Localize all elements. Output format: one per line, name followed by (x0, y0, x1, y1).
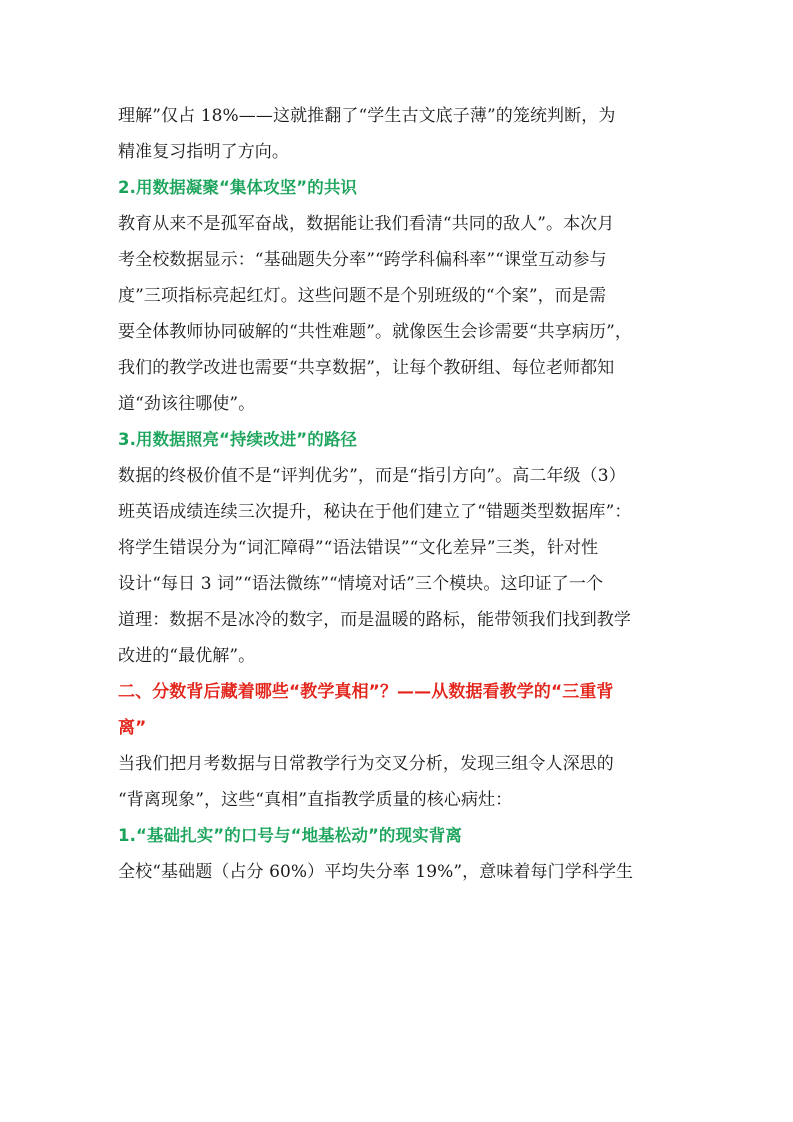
paragraph-line: 考全校数据显示：“基础题失分率”“跨学科偏科率”“课堂互动参与 (118, 250, 607, 270)
paragraph-line: 道“劲该往哪使”。 (118, 394, 256, 414)
paragraph-3 (118, 458, 678, 674)
paragraph-4 (118, 746, 678, 818)
paragraph-line: “背离现象”，这些“真相”直指教学质量的核心病灶： (118, 790, 513, 810)
paragraph-line: 道理：数据不是冰冷的数字，而是温暖的路标，能带领我们找到教学 (118, 610, 631, 630)
document-page (118, 98, 678, 890)
paragraph-line: 改进的“最优解”。 (118, 646, 256, 666)
paragraph-line: 度”三项指标亮起红灯。这些问题不是个别班级的“个案”，而是需 (118, 286, 607, 306)
paragraph-line: 要全体教师协同破解的“共性难题”。就像医生会诊需要“共享病历”， (118, 322, 632, 342)
paragraph-line: 教育从来不是孤军奋战，数据能让我们看清“共同的敌人”。本次月 (118, 214, 615, 234)
paragraph-1 (118, 98, 678, 170)
paragraph-line: 理解”仅占 18%——这就推翻了“学生古文底子薄”的笼统判断，为 (118, 106, 616, 126)
paragraph-2 (118, 206, 678, 422)
subheading-2: 2.用数据凝聚“集体攻坚”的共识 (118, 178, 358, 197)
paragraph-line: 将学生错误分为“词汇障碍”“语法错误”“文化差异”三类，针对性 (118, 538, 599, 558)
paragraph-line: 我们的教学改进也需要“共享数据”，让每个教研组、每位老师都知 (118, 358, 615, 378)
section-heading-2 (118, 674, 678, 746)
paragraph-line: 当我们把月考数据与日常教学行为交叉分析，发现三组令人深思的 (118, 754, 614, 774)
section-heading-line: 二、分数背后藏着哪些“教学真相”？——从数据看教学的“三重背 (118, 682, 614, 702)
section-heading-line: 离” (118, 718, 147, 738)
paragraph-line: 班英语成绩连续三次提升，秘诀在于他们建立了“错题类型数据库”： (118, 502, 632, 522)
subheading-section2-1: 1.“基础扎实”的口号与“地基松动”的现实背离 (118, 826, 462, 845)
subheading-3: 3.用数据照亮“持续改进”的路径 (118, 430, 358, 449)
paragraph-line: 全校“基础题（占分 60%）平均失分率 19%”，意味着每门学科学生 (118, 862, 634, 882)
paragraph-line: 数据的终极价值不是“评判优劣”，而是“指引方向”。高二年级（3） (118, 466, 626, 486)
paragraph-line: 精准复习指明了方向。 (118, 142, 289, 162)
paragraph-5 (118, 854, 678, 890)
paragraph-line: 设计“每日 3 词”“语法微练”“情境对话”三个模块。这印证了一个 (118, 574, 604, 594)
